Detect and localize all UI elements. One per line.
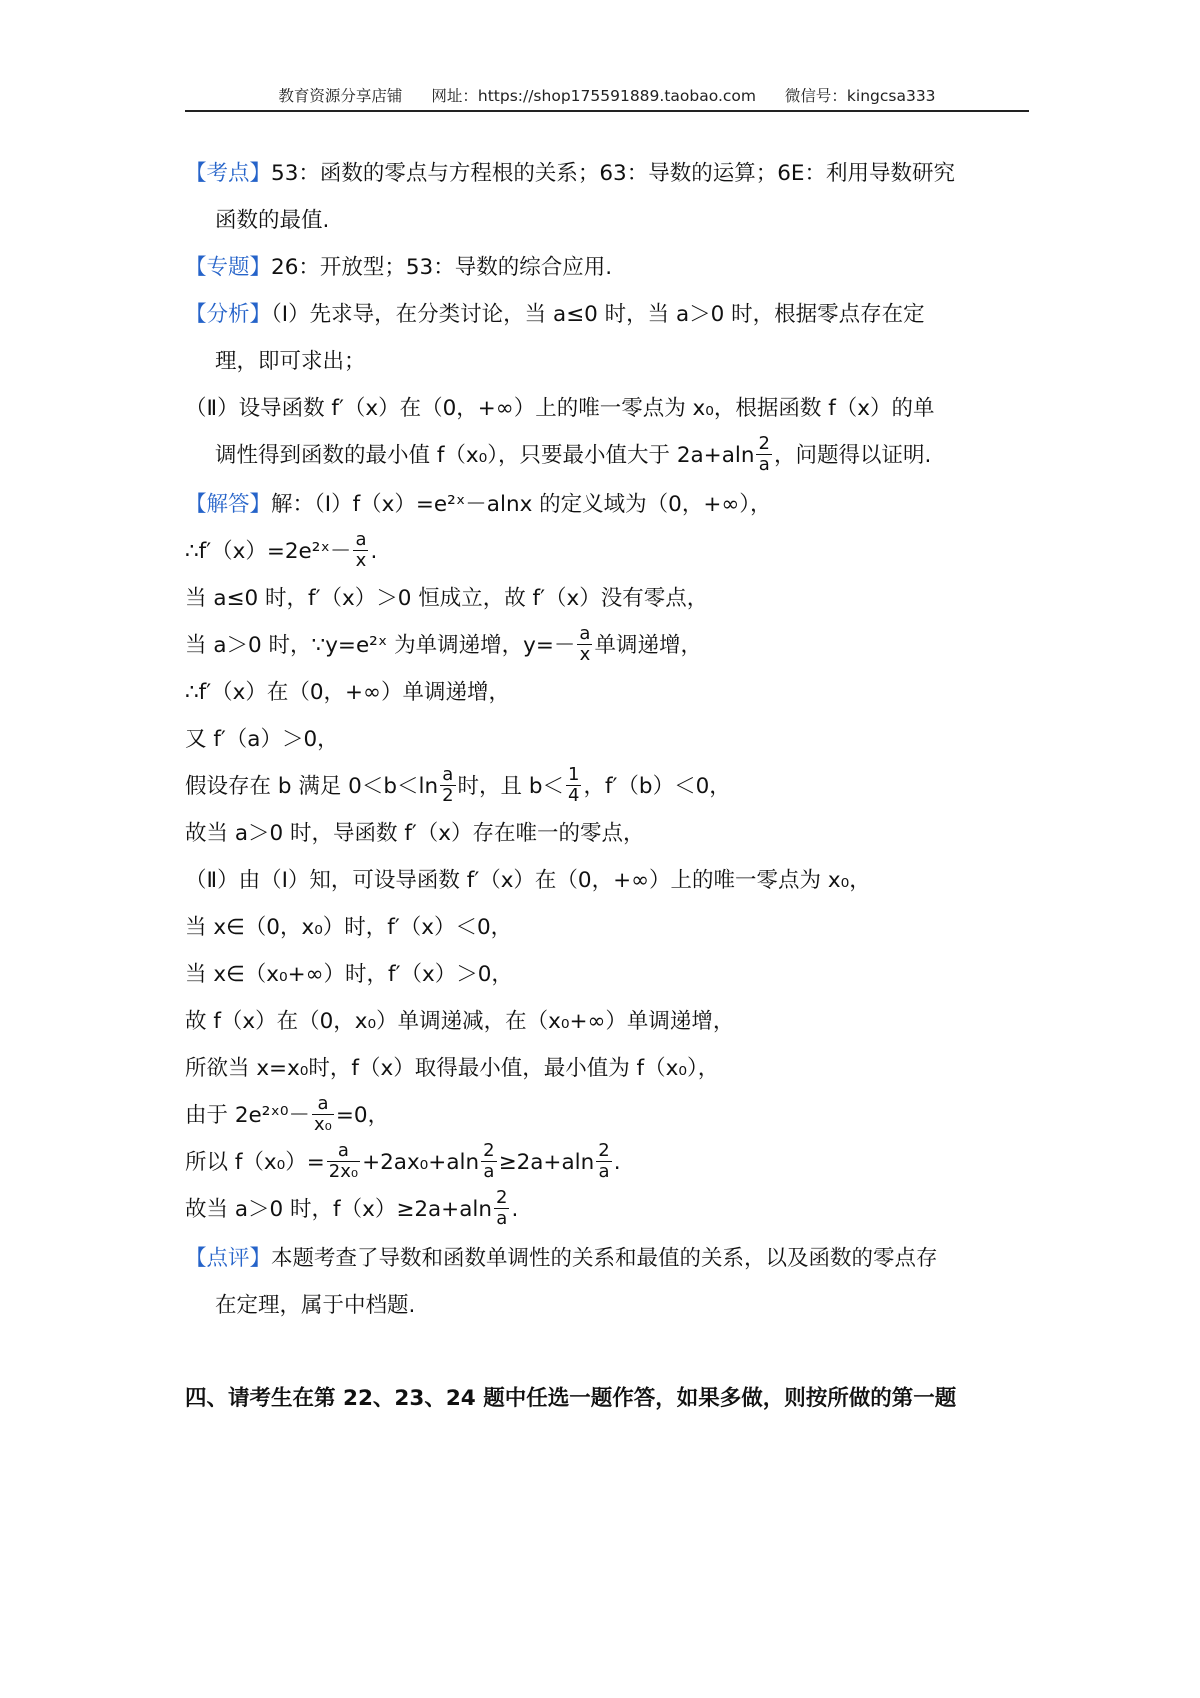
fenxi-text: （Ⅰ）先求导，在分类讨论，当 a≤0 时，当 a＞0 时，根据零点存在定 — [271, 302, 925, 327]
fraction-2-over-a — [596, 1141, 611, 1182]
text-span: ，f′（b）＜0， — [583, 774, 731, 799]
jieda-line — [185, 481, 1029, 528]
fenxi-line-4 — [185, 432, 1029, 479]
jieda-line-4 — [185, 622, 1029, 669]
section-heading: 四、请考生在第 22、23、24 题中任选一题作答，如果多做，则按所做的第一题 — [185, 1386, 957, 1411]
header-wechat: 微信号：kingcsa333 — [784, 87, 936, 105]
jieda-line-15 — [185, 1139, 1029, 1186]
frac-den: a — [598, 1160, 610, 1182]
text-span: . — [511, 1197, 519, 1222]
frac-num: a — [312, 1094, 334, 1115]
kaodian-line — [185, 150, 1029, 197]
frac-den: x — [355, 549, 367, 571]
jieda-line-12: 故 f（x）在（0，x₀）单调递减，在（x₀+∞）单调递增， — [185, 1009, 735, 1034]
frac-num: a — [327, 1141, 360, 1162]
header-store: 教育资源分享店铺 — [278, 87, 403, 105]
text-span: 单调递增， — [594, 633, 702, 658]
text-span: +2ax₀+aln — [362, 1150, 480, 1175]
jieda-line-6: 又 f′（a）＞0， — [185, 727, 339, 752]
fraction-1-over-4 — [566, 765, 581, 806]
frac-num: 2 — [598, 1139, 610, 1161]
jieda-line-16 — [185, 1186, 1029, 1233]
frac-den: a — [758, 453, 770, 475]
dianping-label: 【点评】 — [185, 1246, 272, 1271]
frac-num: a — [355, 528, 367, 550]
kaodian-label: 【考点】 — [185, 161, 272, 186]
frac-den: x₀ — [314, 1113, 332, 1135]
fraction-a-over-2 — [440, 765, 455, 806]
frac-num: 1 — [568, 763, 580, 785]
kaodian-text: 53：函数的零点与方程根的关系；63：导数的运算；6E：利用导数研究 — [271, 161, 955, 186]
jieda-line-11: 当 x∈（x₀+∞）时，f′（x）＞0， — [185, 962, 513, 987]
text-span: 所以 f（x₀）= — [185, 1150, 325, 1175]
text-span: 由于 2e²ˣ⁰－ — [185, 1103, 311, 1128]
frac-num: 2 — [483, 1139, 495, 1161]
dianping-text: 本题考查了导数和函数单调性的关系和最值的关系，以及函数的零点存 — [271, 1246, 938, 1271]
jieda-line-10: 当 x∈（0，x₀）时，f′（x）＜0， — [185, 915, 513, 940]
zhuanti-text: 26：开放型；53：导数的综合应用. — [271, 255, 613, 280]
fraction-a-over-x — [577, 624, 592, 665]
frac-num: a — [440, 765, 455, 786]
fraction-a-over-2x0 — [327, 1141, 360, 1182]
text-span: . — [613, 1150, 621, 1175]
fenxi-label: 【分析】 — [185, 302, 272, 327]
fenxi-line — [185, 291, 1029, 338]
fraction-2-over-a — [494, 1188, 509, 1229]
page-header — [185, 84, 1029, 112]
frac-den: x — [579, 643, 591, 665]
text-span: 时，且 b＜ — [457, 774, 565, 799]
frac-num: 2 — [758, 432, 770, 454]
text-span: ∴f′（x）=2e²ˣ－ — [185, 539, 352, 564]
jieda-label: 【解答】 — [185, 492, 272, 517]
fenxi-line-2: 理，即可求出； — [215, 349, 366, 374]
dianping-line — [185, 1235, 1029, 1282]
fenxi-line-3: （Ⅱ）设导函数 f′（x）在（0，+∞）上的唯一零点为 x₀，根据函数 f（x）的单 — [185, 396, 935, 421]
frac-den: a — [483, 1160, 495, 1182]
jieda-line-7 — [185, 763, 1029, 810]
kaodian-line-2: 函数的最值. — [215, 208, 330, 233]
solution-content — [185, 150, 1029, 1444]
text-span: ≥2a+aln — [498, 1150, 595, 1175]
header-url: 网址：https://shop175591889.taobao.com — [431, 87, 756, 105]
jieda-line-3: 当 a≤0 时，f′（x）＞0 恒成立，故 f′（x）没有零点， — [185, 586, 709, 611]
jieda-line-5: ∴f′（x）在（0，+∞）单调递增， — [185, 680, 510, 705]
text-span: ，问题得以证明. — [773, 443, 932, 468]
jieda-line-13: 所欲当 x=x₀时，f（x）取得最小值，最小值为 f（x₀）， — [185, 1056, 720, 1081]
jieda-text: 解：（Ⅰ）f（x）=e²ˣ－alnx 的定义域为（0，+∞）， — [271, 492, 772, 517]
frac-num: 2 — [495, 1186, 508, 1208]
jieda-line-2: ∴f′（x）=2e²ˣ－ $\frac{a}{x}$ . — [185, 528, 378, 571]
fraction-2-over-a — [756, 434, 771, 475]
text-span: 假设存在 b 满足 0＜b＜ln — [185, 774, 439, 799]
jieda-line-8: 故当 a＞0 时，导函数 f′（x）存在唯一的零点， — [185, 821, 645, 846]
jieda-line-9: （Ⅱ）由（Ⅰ）知，可设导函数 f′（x）在（0，+∞）上的唯一零点为 x₀， — [185, 868, 871, 893]
frac-den: 2x₀ — [328, 1160, 359, 1182]
text-span: 调性得到函数的最小值 f（x₀），只要最小值大于 2a+aln — [215, 443, 755, 468]
frac-den: 4 — [568, 784, 580, 806]
text-span: =0， — [335, 1103, 390, 1128]
zhuanti-label: 【专题】 — [185, 255, 272, 280]
dianping-line-2: 在定理，属于中档题. — [215, 1293, 416, 1318]
frac-num: a — [579, 622, 591, 644]
frac-den: a — [496, 1207, 508, 1229]
fraction-a-over-x0 — [312, 1094, 334, 1135]
fraction-a-over-x — [353, 530, 368, 571]
jieda-line-14 — [185, 1092, 1029, 1139]
frac-den: 2 — [442, 784, 454, 806]
zhuanti-line — [185, 244, 1029, 291]
text-span: 当 a＞0 时，∵y=e²ˣ 为单调递增，y=－ — [185, 633, 576, 658]
text-span: 故当 a＞0 时，f（x）≥2a+aln — [185, 1197, 492, 1222]
fraction-2-over-a — [481, 1141, 496, 1182]
